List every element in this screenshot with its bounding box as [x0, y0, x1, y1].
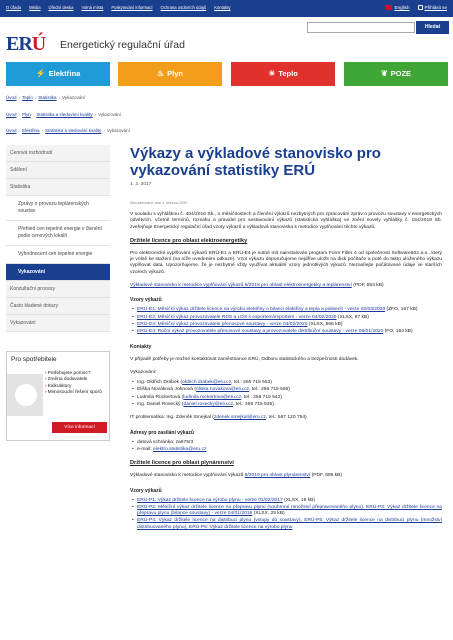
- top-link-ochrana-udaju[interactable]: Ochrana osobních údajů: [160, 5, 207, 10]
- sidebar-item-vykazovani-active[interactable]: Vykazování: [6, 264, 110, 281]
- sidebar-item-vykazovani[interactable]: Vykazování: [6, 315, 110, 332]
- email-link[interactable]: ludmila.ruckertova@eru.cz: [183, 394, 242, 400]
- page-title: Výkazy a výkladové stanovisko pro vykazování statistiky ERÚ: [130, 145, 381, 179]
- sidebar-nav: [6, 145, 110, 332]
- more-info-button[interactable]: Více informací: [52, 422, 107, 433]
- vykazovani-label: Vykazování:: [130, 369, 157, 375]
- login-link[interactable]: Přihlásit se: [418, 5, 447, 11]
- doc-link[interactable]: ERÚ-P2: Měsíční výkaz držitele licence na přepravu plynu (souhrnné množství přepravovaného plynu). ERÚ-P3: Výkaz držitele licence na přepravu plynu (bilance soustavy) - verze 04/01/2019: [137, 504, 442, 517]
- tab-plyn[interactable]: ♨ Plyn: [118, 62, 222, 86]
- consumer-promo-box: [6, 351, 110, 441]
- it-contact: IT problematika: Ing. Zdeněk Smejkal (zdenek.smejkal@eru.cz, tel.: 567 120 754): [130, 415, 307, 421]
- top-link-uredni-deska[interactable]: Úřední deska: [48, 5, 74, 10]
- top-link-volna-mista[interactable]: Volná místa: [81, 5, 104, 10]
- top-link-media[interactable]: Média: [29, 5, 41, 10]
- elektro-method-row: Výkladové stanovisko k metodice vyplňování výkazů 8/2018 pro oblast elektroenergetiky a teplárenství (PDF, 853 kB): [130, 283, 384, 289]
- doc-link[interactable]: ERÚ-P4: Výkaz držitele licence na distribuci plynu (vstupy do soustavy), ERÚ-P5: Výkaz držitele licence na distribuci plynu (množství distribuovaného plynu), ERÚ-P6: Výkaz držitele licence na výrobu plynu: [137, 518, 442, 530]
- breadcrumb-current: Vykazování: [62, 95, 86, 100]
- email-link[interactable]: elektro.statistika@eru.cz: [153, 446, 207, 452]
- email-link[interactable]: zdenek.smejkal@eru.cz: [213, 415, 266, 421]
- list-item: • ERÚ-E1: Měsíční výkaz držitele licence na výrobu elektřiny o bilanci elektřiny a tepla a palivech - verze 02/03/2020 (ZFO, 167 kB): [130, 307, 442, 313]
- list-item: • datová schránka: za675r3: [130, 440, 442, 446]
- breadcrumb-link[interactable]: Teplo: [22, 95, 33, 100]
- tab-elektrina[interactable]: ⚡ Elektřina: [6, 62, 110, 86]
- english-link[interactable]: English: [385, 5, 409, 11]
- breadcrumb-link[interactable]: Úvod: [6, 112, 17, 117]
- eru-logo[interactable]: ERÚ: [6, 33, 46, 55]
- site-title: Energetický regulační úřad: [60, 39, 185, 51]
- list-item: [130, 518, 442, 531]
- breadcrumb-plyn: Úvod › Plyn › Statistika a sledování kvality › Vykazování: [6, 112, 122, 117]
- promo-list: [45, 371, 102, 397]
- gas-method-row: Výkladové stanovisko k metodice vyplňování výkazů 8/2019 pro oblast plynárenství (PDF, 696 kB): [130, 473, 343, 479]
- list-item: • Ing. Daniel Rosecký (daniel.rosecky@eru.cz, tel.: 255 715 535): [130, 402, 442, 408]
- contacts-paragraph: V případě potřeby je možné kontaktovat zaměstnance ERÚ, Odboru statistického a bezpečnosti dodávek.: [130, 356, 359, 362]
- elektro-method-link[interactable]: Výkladové stanovisko k metodice vyplňování výkazů 8/2018 pro oblast elektroenergetiky a teplárenství: [130, 283, 352, 289]
- top-link-poskytovani-informaci[interactable]: Poskytování informací: [111, 5, 153, 10]
- uk-flag-icon: [385, 5, 392, 10]
- publish-date: 1. 2. 2017: [130, 182, 152, 187]
- top-links: [6, 5, 230, 10]
- breadcrumb-link[interactable]: Úvod: [6, 128, 17, 133]
- email-link[interactable]: daniel.rosecky@eru.cz: [183, 402, 234, 408]
- breadcrumb-elektrina: Úvod › Elektřina › Statistika a sledování kvality › Vykazování: [6, 128, 130, 133]
- section-heading-plyn: Držitelé licence pro oblast plynárenství: [130, 460, 234, 467]
- sidebar-item-prehled-cen[interactable]: Přehled cen tepelné energie v členění podle cenových lokalit: [6, 221, 110, 246]
- list-item: • Ludmila Rückertová (ludmila.ruckertova@eru.cz, tel.: 255 715 542): [130, 395, 442, 401]
- email-link[interactable]: oldrich.drabek@eru.cz: [182, 380, 232, 386]
- list-item: • ERÚ-P1: Výkaz držitele licence na výrobu plynu - verze 01/02/2017 (XLSX, 19 kB): [130, 498, 442, 504]
- sidebar-item-sdeleni[interactable]: Sdělení: [6, 162, 110, 179]
- promo-item-zmena-dodavatele[interactable]: › Změna dodavatele: [45, 377, 102, 383]
- top-link-o-uradu[interactable]: O úřadu: [6, 5, 22, 10]
- breadcrumb-link[interactable]: Statistika a sledování kvality: [45, 128, 102, 133]
- sidebar-item-cenova-rozhodnuti[interactable]: Cenová rozhodnutí: [6, 145, 110, 162]
- breadcrumb-link[interactable]: Úvod: [6, 95, 17, 100]
- breadcrumb-link[interactable]: Statistika a sledování kvality: [36, 112, 93, 117]
- top-bar: [0, 0, 453, 17]
- sidebar-item-statistika[interactable]: Statistika: [6, 179, 110, 196]
- doc-link[interactable]: ERÚ-E2: Měsíční výkaz provozovatele RDS a LDS s exportem/importem - verze 04/02/2020: [137, 314, 337, 320]
- list-item: • Ing. Oldřich Drábek (oldrich.drabek@eru.cz, tel.: 255 715 553): [130, 380, 442, 386]
- doc-link[interactable]: ERÚ-E4: Roční výkaz provozovatele přenosové soustavy a provozovatele distribuční soustavy - verze 06/01/2020: [137, 329, 384, 335]
- list-item: • ERÚ-E2: Měsíční výkaz provozovatele RDS a LDS s exportem/importem - verze 04/02/2020 (XLSX, 67 kB): [130, 315, 442, 321]
- list-item: • e-mail: elektro.statistika@eru.cz: [130, 447, 442, 453]
- sidebar-item-zpravy[interactable]: Zprávy o provozu teplárenských soustav: [6, 196, 110, 221]
- list-item: • ERÚ-E3: Měsíční výkaz provozovatele přenosové soustavy - verze 04/02/2020 (XLSX, 566 kB): [130, 322, 442, 328]
- sidebar-item-caste-dotazy[interactable]: Často kladené dotazy: [6, 298, 110, 315]
- doc-link[interactable]: ERÚ-E1: Měsíční výkaz držitele licence na výrobu elektřiny o bilanci elektřiny a tepla a palivech - verze 02/03/2020: [137, 307, 386, 313]
- elektro-docs-list: [130, 307, 442, 335]
- doc-link[interactable]: ERÚ-E3: Měsíční výkaz provozovatele přenosové soustavy - verze 04/02/2020: [137, 321, 308, 327]
- contacts-list: [130, 380, 442, 408]
- promo-title: Pro spotřebitele: [11, 356, 57, 363]
- breadcrumb-current: Vykazování: [98, 112, 122, 117]
- main-content: [130, 145, 442, 532]
- email-link[interactable]: eliska.novakova@eru.cz: [196, 387, 250, 393]
- flame-icon: ♨: [156, 69, 165, 78]
- top-right: [385, 5, 447, 11]
- breadcrumb-teplo: Úvod › Teplo › Statistika › Vykazování: [6, 95, 86, 100]
- tab-poze[interactable]: ❦ POZE: [344, 62, 448, 86]
- lightning-icon: ⚡: [35, 69, 46, 78]
- breadcrumb-current: Vykazování: [106, 128, 130, 133]
- gas-method-link[interactable]: 8/2019 pro oblast plynárenství: [244, 473, 311, 479]
- section-heading-elektro: Držitelé licence pro oblast elektroenergetiky: [130, 237, 248, 244]
- promo-item-mimosoudni-reseni[interactable]: › Mimosoudní řešení sporů: [45, 390, 102, 396]
- top-link-kontakty[interactable]: Kontakty: [214, 5, 231, 10]
- intro-paragraph: V souladu s vyhláškou č. 404/2016 Sb., o měsíčitostech a členění výkazů nezbytných pro zpracování zpráv o provozu soustavy v energetických odvětvích, včetně termínů, rozsahu a pravidel pro sestavování výkazů (statistická vyhláška) ve znění novely vyhlášky č. 154/2018 Sb. zveřejňuje Energetický regulační úřad vzory výkazů a výkladová stanoviska k metodice vyplňování těchto výkazů.: [130, 212, 442, 230]
- sidebar-item-konzultacni-procesy[interactable]: Konzultační procesy: [6, 281, 110, 298]
- breadcrumb-link[interactable]: Elektřina: [22, 128, 40, 133]
- doc-link[interactable]: ERÚ-P1: Výkaz držitele licence na výrobu plynu - verze 01/02/2017: [137, 497, 283, 503]
- sun-icon: ☀: [268, 69, 276, 78]
- tab-teplo[interactable]: ☀ Teplo: [231, 62, 335, 86]
- sidebar-item-vyhodnoceni-cen[interactable]: Vyhodnocení cen tepelné energie: [6, 246, 110, 264]
- search-button[interactable]: Hledat: [416, 21, 449, 34]
- address-list: [130, 440, 442, 454]
- elektro-paragraph: Pro elektronické vyplňování výkazů ERÚ-E1 a ERÚ-E4 je nutné mít nainstalován program Form Filler 4 od společnosti Software602 a.s., který je volně ke stažení (na níže uvedeném odkaze). Vzor výkazu doporučujeme nejdříve uložit na disk počítače a poté do takto uloženého výkazu vyplňovat data. Upozorňujeme, že je nezbytné vždy využívat aktuální vzory jednotlivých výkazů. Nezasílejte počátované údaje ve starších vzorech výkazů.: [130, 250, 442, 275]
- elektro-vzory-heading: Vzory výkazů: [130, 297, 162, 304]
- search-input[interactable]: [307, 22, 415, 33]
- updated-date: Aktualizováno dne 1. března 2020: [130, 201, 188, 205]
- promo-item-kalkulatory[interactable]: › Kalkulátory: [45, 384, 102, 390]
- address-heading: Adresy pro zasílání výkazů: [130, 429, 194, 436]
- contacts-heading: Kontakty: [130, 343, 152, 350]
- lock-icon: [418, 5, 423, 10]
- breadcrumb-link[interactable]: Statistika: [38, 95, 57, 100]
- list-item: • ERÚ-P2: Měsíční výkaz držitele licence na přepravu plynu (souhrnné množství přepravovaného plynu). ERÚ-P3: Výkaz držitele licence na přepravu plynu (bilance soustavy) - verze 04/01/2019 (XLSX, 25 kB): [130, 505, 442, 518]
- gas-docs-list: [130, 498, 442, 531]
- promo-item-pomoc[interactable]: › Potřebujete pomoc?: [45, 371, 102, 377]
- list-item: • Eliška Nováková Johnová (eliska.novakova@eru.cz, tel.: 255 715 566): [130, 387, 442, 393]
- breadcrumb-link[interactable]: Plyn: [22, 112, 31, 117]
- leaf-icon: ❦: [380, 69, 388, 78]
- list-item: • ERÚ-E4: Roční výkaz provozovatele přenosové soustavy a provozovatele distribuční soustavy - verze 06/01/2020 (FO, 164 kB): [130, 329, 442, 335]
- gas-vzory-heading: Vzory výkazů: [130, 487, 162, 494]
- consumer-illustration-icon: [7, 374, 43, 416]
